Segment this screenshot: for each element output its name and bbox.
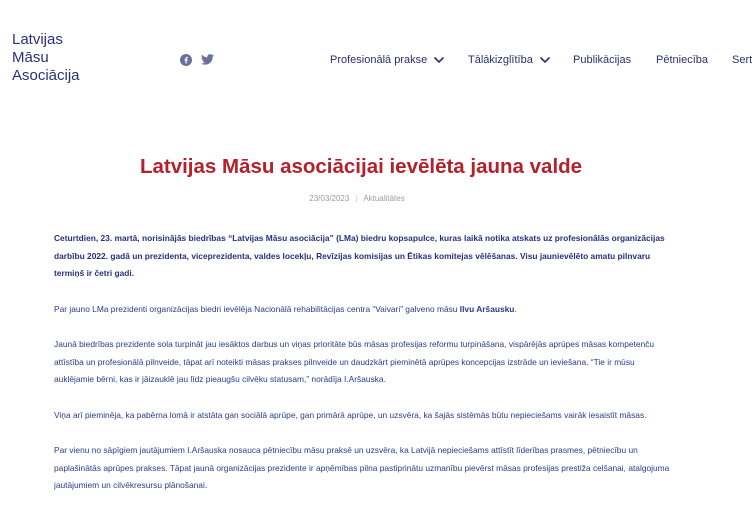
- chevron-down-icon: [539, 56, 551, 64]
- paragraph-bold-text: Ilvu Aršausku: [459, 303, 515, 314]
- article-body: [54, 230, 674, 513]
- article-date: 23/03/2023: [309, 194, 350, 203]
- social-links: [178, 52, 215, 67]
- facebook-icon[interactable]: [178, 52, 193, 67]
- logo-line-3: Asociācija: [12, 67, 80, 84]
- nav-item-label: Pētniecība: [656, 54, 708, 66]
- nav-item-publikacijas[interactable]: [573, 52, 631, 68]
- paragraph-text: .: [514, 303, 517, 314]
- article-paragraph-2: [54, 301, 674, 319]
- paragraph-text: Ceturtdien, 23. martā, norisinājās biedrības “Latvijas Māsu asociācija” (LMa) biedru kopsapulce, kuras laikā notika atskats uz profesionālās organizācijas darbību: [54, 233, 665, 261]
- article-title: Latvijas Māsu asociācijai ievēlēta jauna valde: [139, 155, 583, 178]
- article-paragraph-5: Par vienu no sāpīgiem jautājumiem I.Aršauska nosauca pētniecību māsu praksē un uzsvēra, ka Latvijā nepieciešams attīstīt līderības prasmes, pētniecību un paplašinātās aprūpes prakses. Tāpat jaunā organizācijas prezidente ir apņēmības pilna pastiprinātu uzmanību pievērst māsas profesijas prestiža celšanai, atalgojuma jautājumiem un cilvēkresursu plānošanai.: [54, 445, 670, 490]
- site-logo[interactable]: [12, 31, 122, 85]
- paragraph-bold-text: 2022. gad: [87, 250, 126, 261]
- nav-item-talakizglitiba[interactable]: [468, 52, 551, 68]
- article-paragraph-4: Viņa arī pieminēja, ka pabērna lomā ir atstāta gan sociālā aprūpe, gan primārā aprūpe, un uzsvēra, ka šajās sistēmās būtu nepieciešams vairāk iesaistīt māsas.: [54, 409, 647, 420]
- chevron-down-icon: [433, 56, 445, 64]
- nav-item-label: Sert: [732, 54, 752, 66]
- article-paragraph-1: [54, 230, 674, 283]
- paragraph-text: Par jauno LMa prezidenti organizācijas biedri ievēlēja Nacionālā rehabilitācijas centra “Vaivari” galveno māsu: [54, 303, 460, 314]
- paragraph-text: ā un prezidenta, viceprezidenta, valdes locekļu, Revīzijas komisijas un Ētikas komitejas vēlēšanas. Visu jaunievēlēto amatu pilnvaru termiņš ir četri gadi.: [54, 250, 651, 278]
- nav-item-profesionala-prakse[interactable]: [330, 52, 445, 68]
- article-paragraph-3: Jaunā biedrības prezidente sola turpināt jau iesāktos darbus un viņas prioritāte būs māsas profesijas reformu turpināšana, vispārējās aprūpes māsas kompetenču attīstība un profesionālā pilnveide, tāpat arī noteikti māsas prakses pilnveide un daudzkārt pieminētā aprūpes koncepcijas izstrāde un ieviešana. “Tie ir mūsu auklējamie bērni, kas ir jāizauklē jau līdz pieaugšu cilvēku statusam,” norādīja I.Aršauska.: [54, 339, 655, 384]
- nav-item-petnieciba[interactable]: [656, 52, 708, 68]
- meta-separator: |: [355, 194, 358, 203]
- twitter-icon[interactable]: [200, 52, 215, 67]
- nav-item-sert[interactable]: [732, 52, 752, 68]
- article-category-link[interactable]: Aktualitātes: [363, 194, 405, 203]
- nav-item-label: Tālākizglītība: [468, 54, 533, 66]
- logo-line-1: Latvijas: [12, 31, 63, 48]
- nav-item-label: Profesionālā prakse: [330, 54, 428, 66]
- logo-line-2: Māsu: [12, 49, 49, 66]
- article-meta: [0, 194, 714, 203]
- nav-item-label: Publikācijas: [573, 54, 632, 66]
